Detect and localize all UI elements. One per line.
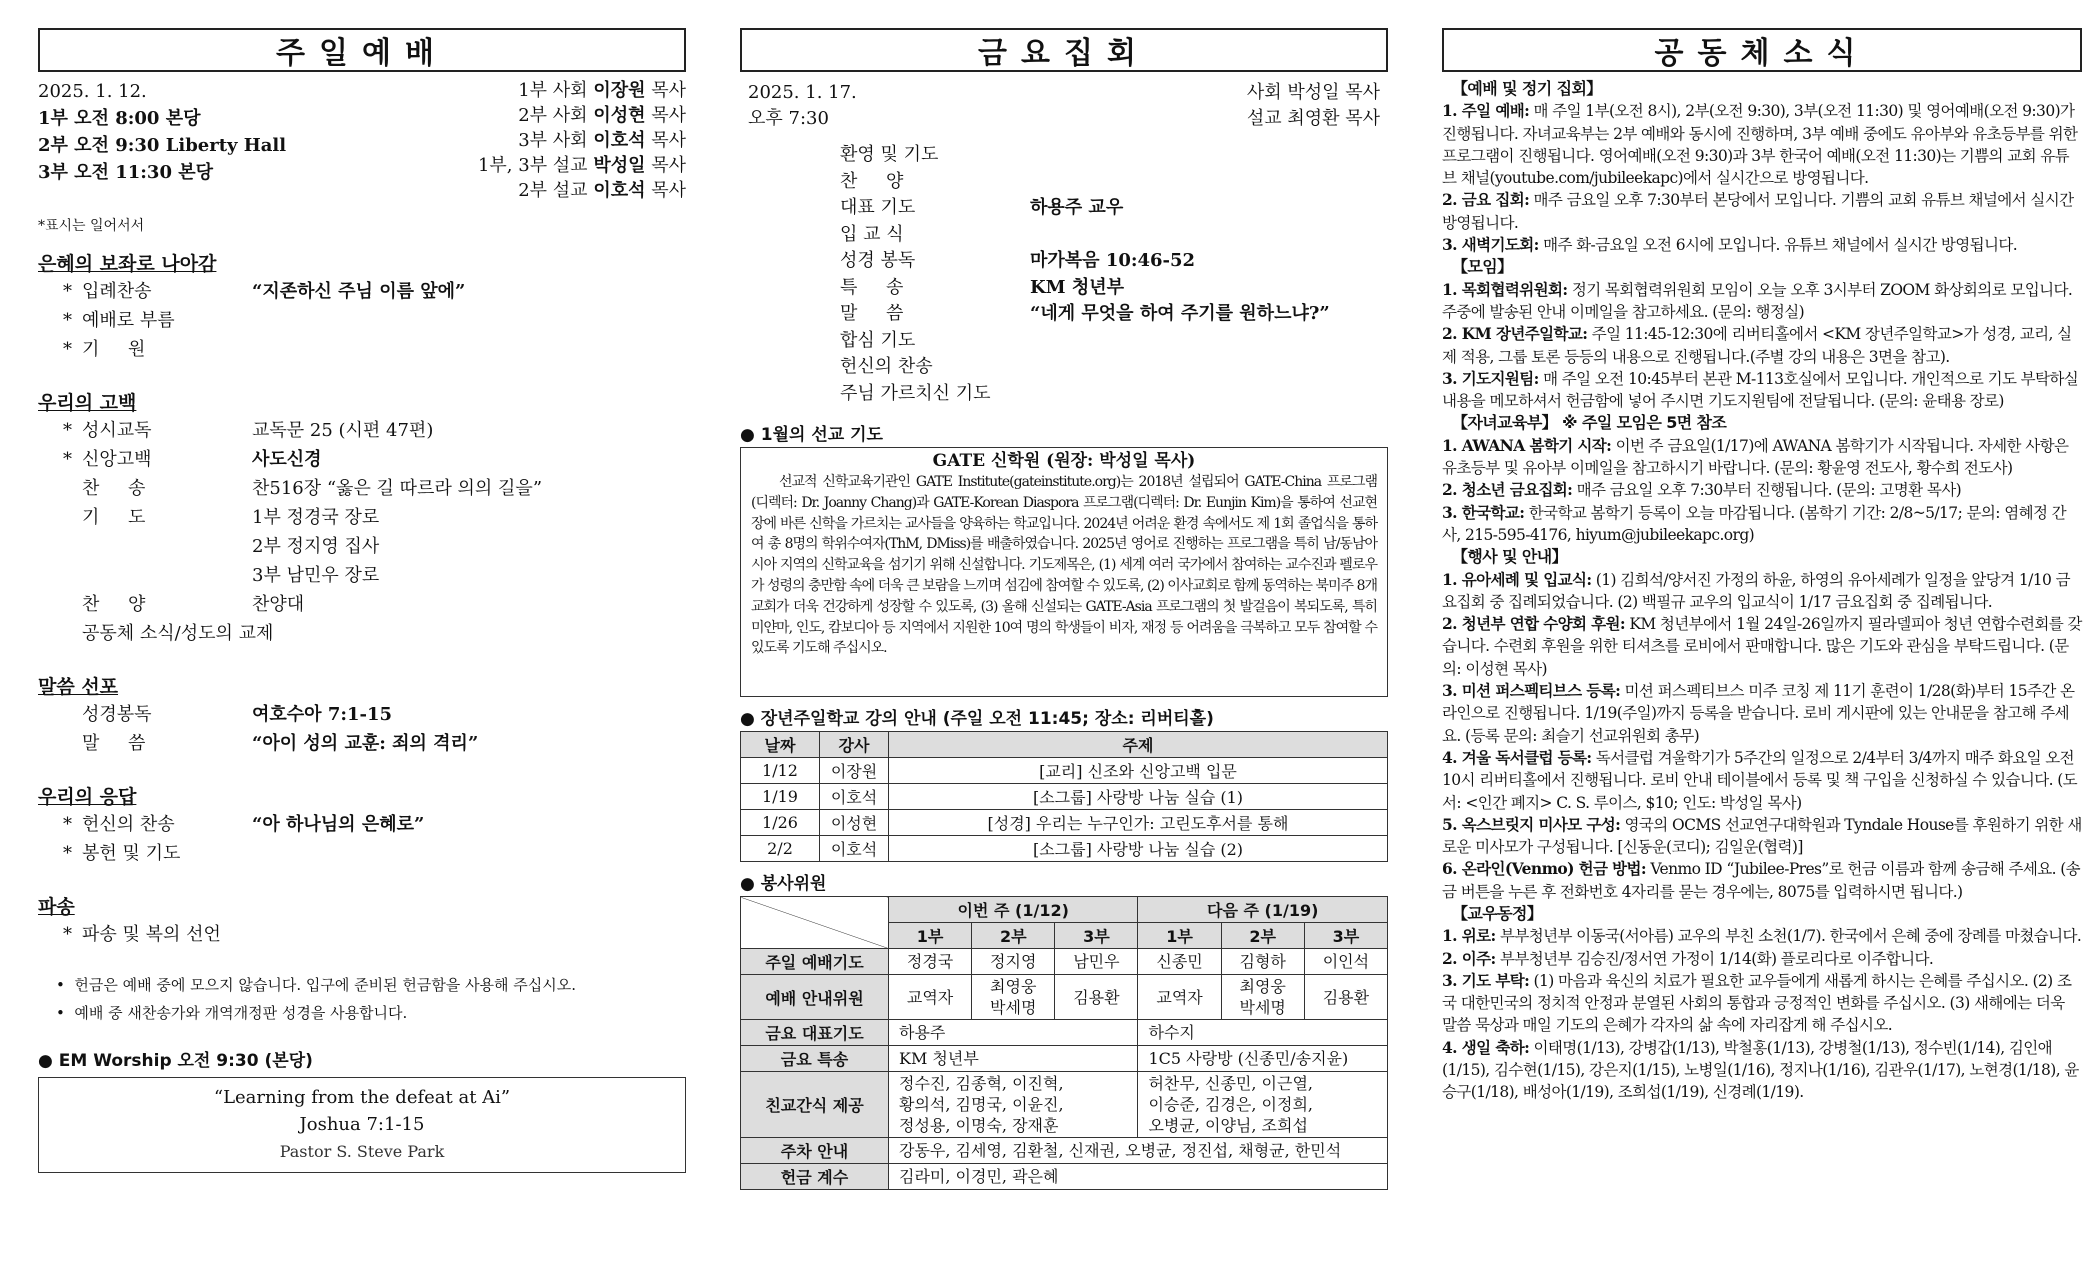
volunteer-cell: 김용환 — [1055, 975, 1138, 1020]
section-title: 은혜의 보좌로 나아감 — [38, 253, 217, 275]
order-item — [38, 416, 686, 445]
news-item-key: 1. AWANA 봄학기 시작: — [1442, 435, 1612, 455]
order-item — [38, 700, 686, 729]
stand-marker — [38, 503, 82, 532]
order-value — [145, 335, 686, 364]
news-item-key: 1. 위로: — [1442, 926, 1496, 946]
news-item — [1442, 323, 2082, 368]
school-cell: [소그룹] 사랑방 나눔 실습 (1) — [889, 784, 1388, 810]
stand-marker — [38, 532, 82, 561]
school-cell: 이성현 — [820, 810, 889, 836]
stand-marker — [38, 561, 82, 590]
news-section-heading: 【모임】 — [1452, 257, 1513, 277]
section-title: 말씀 선포 — [38, 676, 119, 698]
community-news-body — [1442, 78, 2082, 1104]
volunteer-cell: 정지영 — [972, 949, 1055, 975]
news-item — [1442, 970, 2082, 1037]
sunday-date: 2025. 1. 12. — [38, 81, 147, 102]
order-label: 말 씀 — [82, 733, 146, 754]
order-value: 3부 남민우 장로 — [252, 565, 380, 586]
school-row — [741, 758, 1388, 784]
volunteer-cell: 김형하 — [1221, 949, 1304, 975]
news-item-key: 3. 한국학교: — [1442, 502, 1525, 522]
news-item — [1442, 189, 2082, 234]
friday-preacher: 설교 최영환 목사 — [1246, 108, 1380, 129]
order-label: 성경봉독 — [82, 704, 152, 725]
bible-note: • 예배 중 새찬송가와 개역개정판 성경을 사용합니다. — [56, 1004, 408, 1022]
order-label: 찬 송 — [82, 478, 146, 499]
leader-name: 이호석 — [593, 130, 646, 151]
order-label: 봉헌 및 기도 — [82, 843, 181, 864]
order-label: 파송 및 복의 선언 — [82, 924, 221, 945]
stand-marker: * — [63, 843, 72, 864]
leader-row — [478, 128, 686, 153]
stand-marker — [38, 590, 82, 619]
news-item-text: 부부청년부 김승진/정서연 가정이 1/14(화) 플로리다로 이주합니다. — [1495, 949, 1934, 968]
volunteer-part: 1부 — [1138, 923, 1221, 949]
news-item-key: 3. 미션 퍼스펙티브스 등록: — [1442, 681, 1621, 701]
community-news-header: 공동체소식 — [1442, 28, 2082, 72]
news-item-text: (1) 김희석/양서진 가정의 하윤, 하영의 유아세례가 일정을 앞당겨 1/10 금요집회 중 집례되었습니다. (2) 백필규 교우의 입교식이 1/17 금요집회 중 집례됩니다. — [1442, 570, 2070, 611]
friday-order-item — [840, 354, 1388, 381]
news-item-key: 5. 옥스브릿지 미사모 구성: — [1442, 814, 1621, 834]
stand-marker: * — [63, 310, 72, 331]
sunday-worship-column — [38, 28, 686, 1173]
leader-title: 목사 — [651, 105, 686, 126]
order-item — [38, 503, 686, 532]
order-item — [38, 839, 686, 868]
news-item — [1442, 502, 2082, 547]
news-item-key: 2. 이주: — [1442, 948, 1496, 968]
stand-marker: * — [63, 924, 72, 945]
news-item — [1442, 569, 2082, 614]
friday-order-label: 합심 기도 — [840, 329, 916, 351]
friday-order-value: 하용주 교우 — [1030, 197, 1124, 218]
order-value — [180, 839, 686, 868]
friday-order-item — [840, 142, 1388, 169]
friday-order-item — [840, 195, 1388, 222]
order-label: 헌신의 찬송 — [82, 814, 175, 835]
school-row — [741, 784, 1388, 810]
order-value: “아이 성의 교훈: 죄의 격리” — [252, 733, 479, 754]
news-item-text: 매 주일 오전 10:45부터 본관 M-113호실에서 모입니다. 개인적으로 기도 부탁하실 내용을 메모하셔서 헌금함에 넣어 주시면 기도지원팀에 전달됩니다. (문의: 윤태용 장로) — [1442, 369, 2079, 411]
volunteer-row-label: 헌금 계수 — [741, 1164, 889, 1190]
news-item — [1442, 279, 2082, 324]
friday-order-item — [840, 222, 1388, 249]
news-item-text: (1) 마음과 육신의 치료가 필요한 교우들에게 새롭게 하시는 은혜를 주십시오. (2) 조국 대한민국의 정치적 안정과 분열된 사회의 통합과 긍정적인 변화를 주십시오. (3) 새해에는 더욱 말씀 묵상과 매일 기도의 은혜가 각자의 삶 속에 자리잡게 해 주십시오. — [1442, 971, 2072, 1035]
news-item — [1442, 100, 2082, 189]
school-col-date: 날짜 — [741, 732, 820, 758]
school-cell: 이호석 — [820, 784, 889, 810]
news-item — [1442, 948, 2082, 970]
volunteer-cell: 이인석 — [1304, 949, 1387, 975]
friday-order-label: 말 씀 — [840, 303, 904, 324]
volunteer-cell: 김라미, 이경민, 곽은혜 — [889, 1164, 1388, 1190]
stand-marker: * — [63, 281, 72, 302]
order-label: 예배로 부름 — [82, 310, 175, 331]
order-item — [38, 335, 686, 364]
friday-order-value: 마가복음 10:46-52 — [1030, 250, 1196, 271]
em-worship-box — [38, 1077, 686, 1173]
news-item-text: 주일 11:45-12:30에 리버티홀에서 <KM 장년주일학교>가 성경, 교리, 실제 적용, 그룹 토론 등등의 내용으로 진행됩니다.(주별 강의 내용은 3면을 참고). — [1442, 325, 2072, 366]
order-value: 교독문 25 (시편 47편) — [252, 420, 434, 441]
order-value: “지존하신 주님 이름 앞에” — [252, 281, 466, 302]
news-item-text: 미션 퍼스펙티브스 미주 코칭 제 11기 훈련이 1/28(화)부터 15주간 온라인으로 진행됩니다. 1/19(주일)까지 등록을 받습니다. 로비 게시판에 있는 안내문을 참고해 주세요. (등록 문의: 최슬기 선교위원회 총무) — [1442, 682, 2075, 745]
leader-name: 이호석 — [593, 180, 646, 201]
news-section-heading: 【자녀교육부】 ※ 주일 모임은 5면 참조 — [1452, 413, 1727, 433]
sunday-worship-header: 주일예배 — [38, 28, 686, 72]
volunteer-part: 3부 — [1304, 923, 1387, 949]
order-item — [38, 619, 686, 648]
news-item-text: 매주 화-금요일 오전 6시에 모입니다. 유튜브 채널에서 실시간 방영됩니다. — [1538, 236, 2018, 255]
news-item-text: 정기 목회협력위원회 모임이 오늘 오후 3시부터 ZOOM 화상회의로 모입니다. 주중에 발송된 안내 이메일을 참고하세요. (문의: 행정실) — [1442, 280, 2073, 321]
leader-role: 3부 사회 — [518, 130, 588, 151]
order-item — [38, 306, 686, 335]
volunteer-cell: 최영웅 박세명 — [972, 975, 1055, 1020]
order-value: 찬양대 — [252, 594, 305, 615]
order-value: 1부 정경국 장로 — [252, 507, 380, 528]
community-news-column — [1442, 28, 2082, 1104]
volunteer-cell: 교역자 — [889, 975, 972, 1020]
news-item-key: 3. 기도 부탁: — [1442, 970, 1530, 990]
order-item — [38, 590, 686, 619]
school-cell: [교리] 신조와 신앙고백 입문 — [889, 758, 1388, 784]
school-col-speaker: 강사 — [820, 732, 889, 758]
leader-role: 2부 사회 — [518, 105, 588, 126]
order-value — [221, 920, 686, 949]
volunteer-cell: 신종민 — [1138, 949, 1221, 975]
friday-order-item — [840, 328, 1388, 355]
stand-note: *표시는 일어서서 — [38, 218, 145, 234]
volunteer-next-week: 다음 주 (1/19) — [1138, 897, 1388, 923]
stand-marker: * — [63, 449, 72, 470]
volunteer-row — [741, 1138, 1388, 1164]
leader-row — [478, 178, 686, 203]
service-3: 3부 오전 11:30 본당 — [38, 162, 214, 183]
school-heading: ● 장년주일학교 강의 안내 (주일 오전 11:45; 장소: 리버티홀) — [740, 709, 1214, 729]
leader-role: 1부, 3부 설교 — [477, 155, 588, 176]
friday-order-label: 특 송 — [840, 276, 904, 298]
friday-order-item — [840, 301, 1388, 328]
school-row — [741, 810, 1388, 836]
order-item — [38, 729, 686, 758]
school-cell: [소그룹] 사랑방 나눔 실습 (2) — [889, 836, 1388, 862]
volunteer-cell: 정경국 — [889, 949, 972, 975]
stand-marker: * — [63, 339, 72, 360]
order-item — [38, 277, 686, 306]
news-item-text: 이번 주 금요일(1/17)에 AWANA 봄학기가 시작됩니다. 자세한 사항은 유초등부 및 유아부 이메일을 참고하시기 바랍니다. (문의: 황윤영 전도사, 황수희 전도사) — [1442, 436, 2069, 478]
news-item-key: 2. 청소년 금요집회: — [1442, 480, 1573, 500]
volunteer-row — [741, 975, 1388, 1020]
school-cell: 1/26 — [741, 810, 820, 836]
friday-order-label: 주님 가르치신 기도 — [840, 382, 991, 404]
volunteer-row — [741, 1164, 1388, 1190]
friday-time: 오후 7:30 — [748, 108, 829, 129]
friday-order-label: 입 교 식 — [840, 223, 904, 245]
leader-name: 박성일 — [593, 155, 646, 176]
news-item-text: 부부청년부 이동국(서아름) 교우의 부친 소천(1/7). 한국에서 은혜 중에 장례를 마쳤습니다. — [1495, 927, 2082, 946]
mission-box — [740, 447, 1388, 697]
news-item-key: 3. 기도지원팀: — [1442, 368, 1539, 388]
news-item-text: 이태명(1/13), 강병갑(1/13), 박철홍(1/13), 강병철(1/13), 정수빈(1/14), 김인애(1/15), 김수현(1/15), 강은지(1/15), 노병일(1/16), 정지나(1/16), 김관우(1/17), 노현경(1/18), 윤승구(1/18), 배성아(1/19), 조희섭(1/19), 신경례(1/19). — [1442, 1038, 2079, 1102]
news-item-text: 독서클럽 겨울학기가 5주간의 일정으로 2/4부터 3/4까지 매주 화요일 오전 10시 리버티홀에서 진행됩니다. 로비 안내 테이블에서 등록 및 책 구입을 신청하실 수 있습니다. (도서: <인간 폐지> C. S. 루이스, $10; 인도: 박성일 목사) — [1442, 748, 2078, 812]
order-value — [175, 306, 686, 335]
volunteer-corner — [741, 897, 889, 949]
em-sermon-title: “Learning from the defeat at Ai” — [213, 1087, 511, 1108]
order-value: 사도신경 — [252, 449, 322, 470]
friday-order-value: KM 청년부 — [1030, 276, 1124, 298]
news-item — [1442, 925, 2082, 947]
volunteer-row-label: 금요 대표기도 — [741, 1020, 889, 1046]
news-item — [1442, 747, 2082, 814]
em-passage: Joshua 7:1-15 — [299, 1114, 425, 1135]
news-item-key: 1. 유아세례 및 입교식: — [1442, 569, 1592, 589]
friday-order-item — [840, 169, 1388, 196]
order-item — [38, 445, 686, 474]
school-cell: 1/19 — [741, 784, 820, 810]
news-item — [1442, 858, 2082, 903]
news-item — [1442, 680, 2082, 747]
news-item — [1442, 234, 2082, 256]
volunteer-cell: KM 청년부 — [889, 1046, 1138, 1072]
volunteer-row — [741, 1072, 1388, 1138]
stand-marker: * — [63, 814, 72, 835]
section-title: 파송 — [38, 896, 75, 918]
news-item-key: 4. 겨울 독서클럽 등록: — [1442, 747, 1592, 767]
news-item-key: 2. 청년부 연합 수양회 후원: — [1442, 614, 1626, 634]
volunteer-heading: ● 봉사위원 — [740, 874, 827, 894]
offering-note: • 헌금은 예배 중에 모으지 않습니다. 입구에 준비된 헌금함을 사용해 주십시오. — [56, 976, 577, 994]
worship-order — [38, 251, 686, 949]
leader-title: 목사 — [651, 130, 686, 151]
volunteer-this-week: 이번 주 (1/12) — [889, 897, 1138, 923]
news-item-text: 매주 금요일 오후 7:30부터 본당에서 모입니다. 기쁨의 교회 유튜브 채널에서 실시간 방영됩니다. — [1442, 191, 2074, 232]
section-title: 우리의 고백 — [38, 392, 137, 414]
news-section-heading: 【행사 및 안내】 — [1452, 547, 1568, 567]
order-label: 신앙고백 — [82, 449, 152, 470]
leader-role: 1부 사회 — [518, 80, 588, 101]
news-item-text: KM 청년부에서 1월 24일-26일까지 필라델피아 청년 연합수련회를 갖습니다. 수련회 후원을 위한 티셔츠를 로비에서 판매합니다. 많은 기도와 관심을 부탁드립니다. (문의: 이성현 목사) — [1442, 615, 2082, 678]
friday-gathering-header: 금요집회 — [740, 28, 1388, 72]
friday-order — [740, 142, 1388, 407]
volunteer-cell: 정수진, 김종혁, 이진혁, 황의석, 김명국, 이윤진, 정성용, 이명숙, 장재훈 — [889, 1072, 1138, 1138]
volunteer-row-label: 친교간식 제공 — [741, 1072, 889, 1138]
friday-leader: 사회 박성일 목사 — [1246, 82, 1380, 103]
news-section-heading: 【교우동정】 — [1452, 903, 1543, 923]
news-item-key: 2. KM 장년주일학교: — [1442, 324, 1588, 344]
volunteer-row-label: 예배 안내위원 — [741, 975, 889, 1020]
volunteer-row — [741, 1046, 1388, 1072]
stand-marker — [38, 619, 82, 648]
order-label: 기 원 — [82, 339, 146, 360]
friday-order-item — [840, 275, 1388, 302]
school-cell: 1/12 — [741, 758, 820, 784]
volunteer-row — [741, 1020, 1388, 1046]
order-label: 입례찬송 — [82, 281, 152, 302]
volunteer-cell: 남민우 — [1055, 949, 1138, 975]
friday-order-label: 찬 양 — [840, 170, 904, 192]
friday-order-label: 환영 및 기도 — [840, 144, 939, 165]
volunteer-table — [740, 896, 1388, 1190]
order-label: 찬 양 — [82, 594, 146, 615]
leader-role: 2부 설교 — [518, 180, 588, 201]
leaders-list — [478, 78, 686, 203]
school-cell: [성경] 우리는 누구인가: 고린도후서를 통해 — [889, 810, 1388, 836]
news-item-text: 매주 금요일 오후 7:30부터 진행됩니다. (문의: 고명환 목사) — [1572, 481, 1962, 500]
volunteer-cell: 교역자 — [1138, 975, 1221, 1020]
friday-gathering-column — [740, 28, 1388, 1190]
order-label — [82, 532, 252, 561]
volunteer-row-label: 주일 예배기도 — [741, 949, 889, 975]
friday-order-item — [840, 248, 1388, 275]
news-item — [1442, 814, 2082, 859]
order-label: 공동체 소식/성도의 교제 — [82, 623, 274, 644]
leader-title: 목사 — [651, 80, 686, 101]
news-item-text: 매 주일 1부(오전 8시), 2부(오전 9:30), 3부(오전 11:30) 및 영어예배(오전 9:30)가 진행됩니다. 자녀교육부는 2부 예배와 동시에 진행하며, 3부 예배 중에도 유아부와 유초등부를 위한 프로그램이 진행됩니다. 영어예배(오전 9:30)과 3부 한국어 예배(오전 11:30)는 기쁨의 교회 유튜브 채널(youtube.com/jubileekapc)에서 실시간으로 방영됩니다. — [1442, 102, 2078, 188]
stand-marker — [38, 729, 82, 758]
em-worship-heading: ● EM Worship 오전 9:30 (본당) — [38, 1051, 313, 1071]
news-item — [1442, 1037, 2082, 1104]
volunteer-part: 2부 — [972, 923, 1055, 949]
volunteer-cell: 1C5 사랑방 (신종민/송지윤) — [1138, 1046, 1388, 1072]
news-item — [1442, 479, 2082, 501]
volunteer-part: 3부 — [1055, 923, 1138, 949]
mission-body: 선교적 신학교육기관인 GATE Institute(gateinstitute.org)는 2018년 설립되어 GATE-China 프로그램(디렉터: Dr. Joanny Chang)과 GATE-Korean Diaspora 프로그램(디렉터: Dr. Eunjin Kim)을 통하여 선교현장에 바른 신학을 가르치는 교사들을 양육하는 학교입니다. 2024년 어려운 환경 속에서도 제 1회 졸업식을 통하여 총 8명의 학위수여자(ThM, DMiss)를 배출하였습니다. 2025년 영어로 진행하는 프로그램을 특히 남/동남아시아 지역의 신학교육을 섬기기 위해 신설합니다. 기도제목은, (1) 세계 여러 국가에서 참여하는 교수진과 펠로우가 성령의 충만함 속에 더욱 큰 보람을 느끼며 섬김에 참여할 수 있도록, (2) 이사교회로 함께 동역하는 북미주 8개 교회가 더욱 건강하게 성장할 수 있도록, (3) 올해 신설되는 GATE-Asia 프로그램의 첫 발걸음이 복되도록, 특히 미얀마, 인도, 캄보디아 등 지역에서 지원한 10여 명의 학생들이 비자, 재정 등 어려움을 극복하고 모두 참여할 수 있도록 기도해 주십시오. — [751, 474, 1377, 657]
friday-order-value: “네게 무엇을 하여 주기를 원하느냐?” — [1030, 303, 1330, 324]
volunteer-row — [741, 949, 1388, 975]
volunteer-cell: 하용주 — [889, 1020, 1138, 1046]
friday-date: 2025. 1. 17. — [748, 82, 857, 103]
friday-order-label: 헌신의 찬송 — [840, 356, 933, 377]
leader-row — [478, 153, 686, 178]
stand-marker: * — [63, 420, 72, 441]
order-item — [38, 474, 686, 503]
news-item-key: 3. 새벽기도회: — [1442, 235, 1539, 255]
order-value: 찬516장 “옳은 길 따르라 의의 길을” — [252, 478, 543, 499]
em-pastor: Pastor S. Steve Park — [279, 1142, 445, 1161]
news-item-key: 1. 주일 예배: — [1442, 101, 1530, 121]
leader-name: 이성현 — [593, 105, 646, 126]
stand-marker — [38, 700, 82, 729]
news-item — [1442, 613, 2082, 680]
order-item — [38, 920, 686, 949]
news-item-key: 1. 목회협력위원회: — [1442, 279, 1568, 299]
volunteer-cell: 김용환 — [1304, 975, 1387, 1020]
leader-row — [478, 103, 686, 128]
order-label: 성시교독 — [82, 420, 152, 441]
order-value: 여호수아 7:1-15 — [252, 704, 393, 725]
news-item-text: 한국학교 봄학기 등록이 오늘 마감됩니다. (봄학기 기간: 2/8~5/17; 문의: 염혜정 간사, 215-595-4176, hiyum@jubileekapc.org) — [1442, 503, 2067, 544]
order-value: “아 하나님의 은혜로” — [252, 814, 425, 835]
news-item-text: Venmo ID “Jubilee-Pres”로 헌금 이름과 함께 송금해 주세요. (송금 버튼을 누른 후 전화번호 4자리를 묻는 경우에는, 8075를 입력하시면 됩니다.) — [1442, 860, 2081, 901]
volunteer-cell: 허찬무, 신종민, 이근열, 이승준, 김경은, 이정희, 오병균, 이양님, 조희섭 — [1138, 1072, 1388, 1138]
school-cell: 이호석 — [820, 836, 889, 862]
news-item-text: 영국의 OCMS 선교연구대학원과 Tyndale House를 후원하기 위한 새로운 미사모가 구성됩니다. [신동운(코디); 김일운(협력)] — [1442, 815, 2082, 857]
volunteer-cell: 강동우, 김세영, 김환철, 신재권, 오병균, 정진섭, 채형균, 한민석 — [889, 1138, 1388, 1164]
order-item — [38, 532, 686, 561]
news-item — [1442, 368, 2082, 413]
order-label — [82, 561, 252, 590]
service-2: 2부 오전 9:30 Liberty Hall — [38, 135, 287, 156]
order-value: 2부 정지영 집사 — [252, 536, 380, 557]
order-label: 기 도 — [82, 507, 146, 528]
leader-row — [478, 78, 686, 103]
volunteer-part: 2부 — [1221, 923, 1304, 949]
friday-order-label: 대표 기도 — [840, 197, 916, 218]
volunteer-part: 1부 — [889, 923, 972, 949]
news-item-key: 6. 온라인(Venmo) 헌금 방법: — [1442, 859, 1647, 879]
friday-order-label: 성경 봉독 — [840, 250, 916, 271]
mission-title: GATE 신학원 (원장: 박성일 목사) — [932, 451, 1196, 471]
order-item — [38, 561, 686, 590]
order-value — [273, 619, 686, 648]
volunteer-cell: 하수지 — [1138, 1020, 1388, 1046]
school-cell: 2/2 — [741, 836, 820, 862]
volunteer-row-label: 주차 안내 — [741, 1138, 889, 1164]
school-col-topic: 주제 — [889, 732, 1388, 758]
school-cell: 이장원 — [820, 758, 889, 784]
mission-heading: ● 1월의 선교 기도 — [740, 425, 883, 445]
leader-name: 이장원 — [593, 80, 646, 101]
news-item — [1442, 435, 2082, 480]
volunteer-cell: 최영웅 박세명 — [1221, 975, 1304, 1020]
volunteer-row-label: 금요 특송 — [741, 1046, 889, 1072]
school-row — [741, 836, 1388, 862]
order-item — [38, 810, 686, 839]
section-title: 우리의 응답 — [38, 786, 137, 808]
friday-order-item — [840, 381, 1388, 408]
leader-title: 목사 — [651, 155, 686, 176]
leader-title: 목사 — [651, 180, 686, 201]
news-item-key: 2. 금요 집회: — [1442, 190, 1530, 210]
school-table — [740, 731, 1388, 862]
news-item-key: 4. 생일 축하: — [1442, 1037, 1530, 1057]
stand-marker — [38, 474, 82, 503]
news-section-heading: 【예배 및 정기 집회】 — [1452, 79, 1602, 98]
service-1: 1부 오전 8:00 본당 — [38, 108, 201, 129]
